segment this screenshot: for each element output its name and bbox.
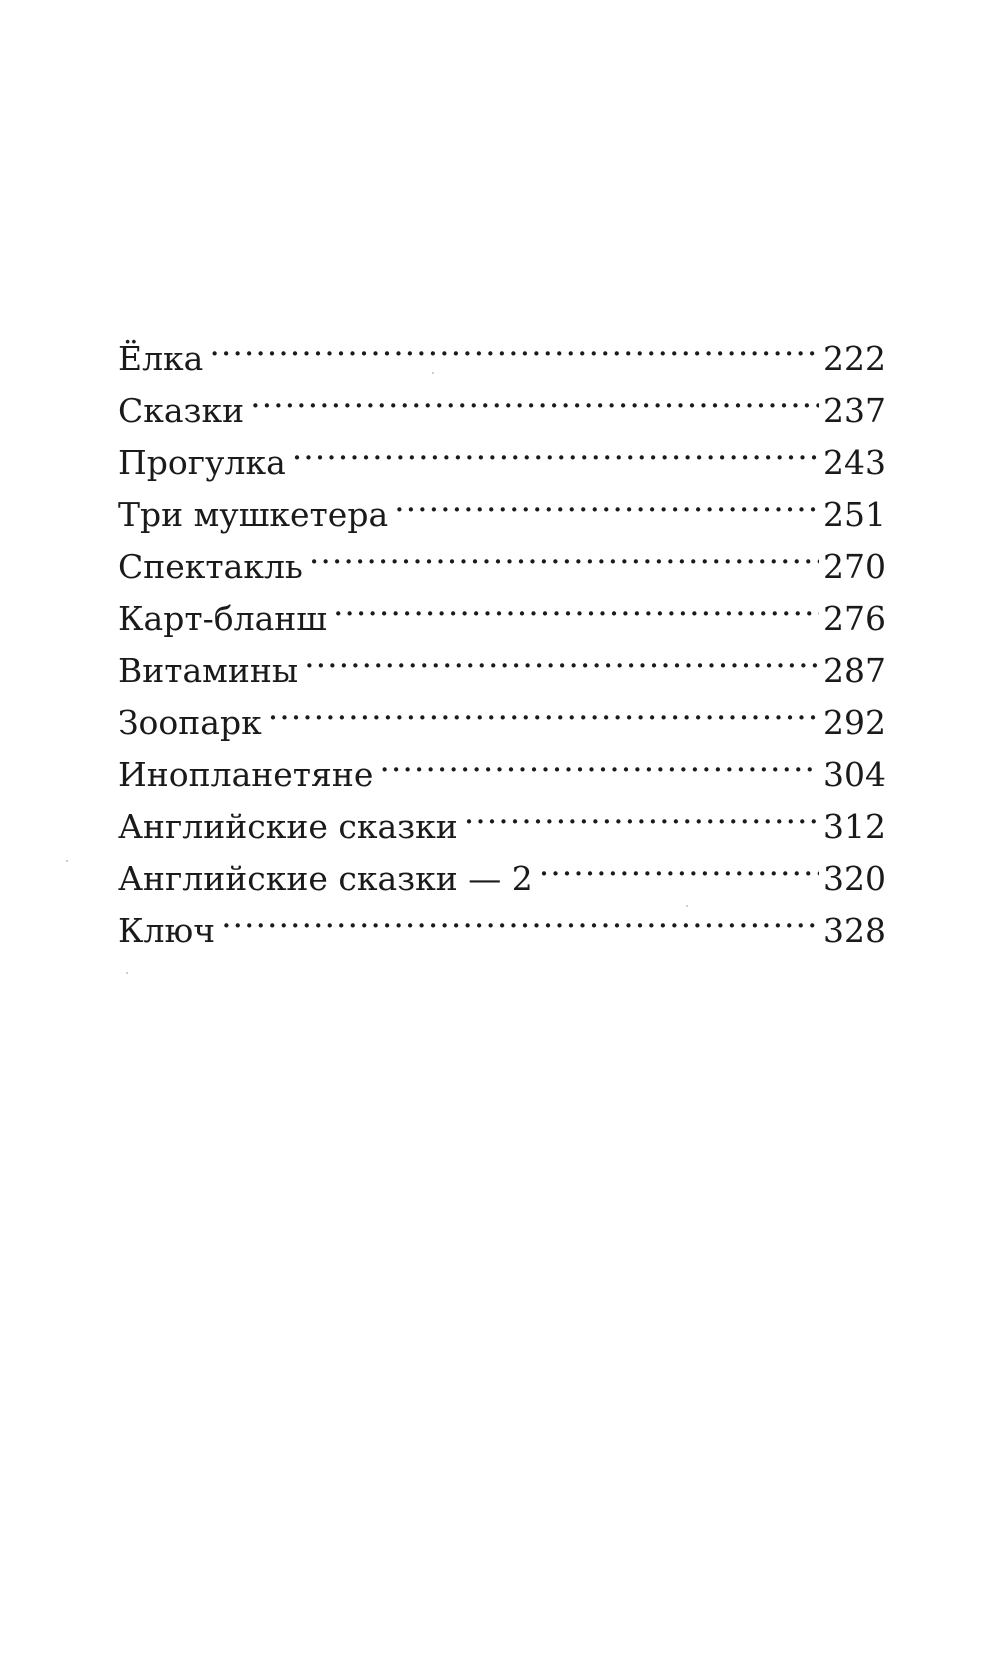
toc-entry-title: Инопланетяне <box>118 755 374 794</box>
toc-entry-page: 243 <box>823 443 886 482</box>
dot-leader <box>309 526 819 578</box>
toc-entry-page: 328 <box>823 911 886 950</box>
toc-entry <box>118 890 886 950</box>
toc-entry-page: 320 <box>823 859 886 898</box>
toc-entry-title: Прогулка <box>118 443 286 482</box>
toc-entry-page: 276 <box>823 599 886 638</box>
toc-entry-title: Зоопарк <box>118 703 262 742</box>
toc-entry-title: Английские сказки <box>118 807 458 846</box>
toc-entry-page: 292 <box>823 703 886 742</box>
toc-entry-title: Три мушкетера <box>118 495 389 534</box>
dot-leader <box>304 630 819 682</box>
dot-leader <box>539 838 819 890</box>
toc-entry-page: 287 <box>823 651 886 690</box>
toc-entry-title: Спектакль <box>118 547 303 586</box>
toc-entry-title: Сказки <box>118 391 245 430</box>
toc-entry-page: 312 <box>823 807 886 846</box>
dot-leader <box>268 682 819 734</box>
dot-leader <box>292 422 819 474</box>
dot-leader <box>250 370 819 422</box>
scan-speck <box>686 905 688 907</box>
toc-entry-title: Ключ <box>118 911 216 950</box>
toc-entry-page: 304 <box>823 755 886 794</box>
dot-leader <box>333 578 819 630</box>
dot-leader <box>394 474 819 526</box>
dot-leader <box>464 786 819 838</box>
toc-entry-title: Английские сказки — 2 <box>118 859 533 898</box>
toc-entry-title: Витамины <box>118 651 299 690</box>
dot-leader <box>209 318 819 370</box>
table-of-contents <box>118 318 886 950</box>
toc-entry-page: 222 <box>823 339 886 378</box>
toc-entry-page: 251 <box>823 495 886 534</box>
toc-entry <box>118 318 886 378</box>
toc-entry <box>118 370 886 430</box>
dot-leader <box>379 734 819 786</box>
scan-speck <box>66 860 68 862</box>
scan-speck <box>126 972 128 974</box>
toc-entry-title: Ёлка <box>118 339 204 378</box>
dot-leader <box>221 890 819 942</box>
toc-entry-title: Карт-бланш <box>118 599 327 638</box>
toc-entry-page: 270 <box>823 547 886 586</box>
toc-entry-page: 237 <box>823 391 886 430</box>
scan-speck <box>432 372 434 374</box>
